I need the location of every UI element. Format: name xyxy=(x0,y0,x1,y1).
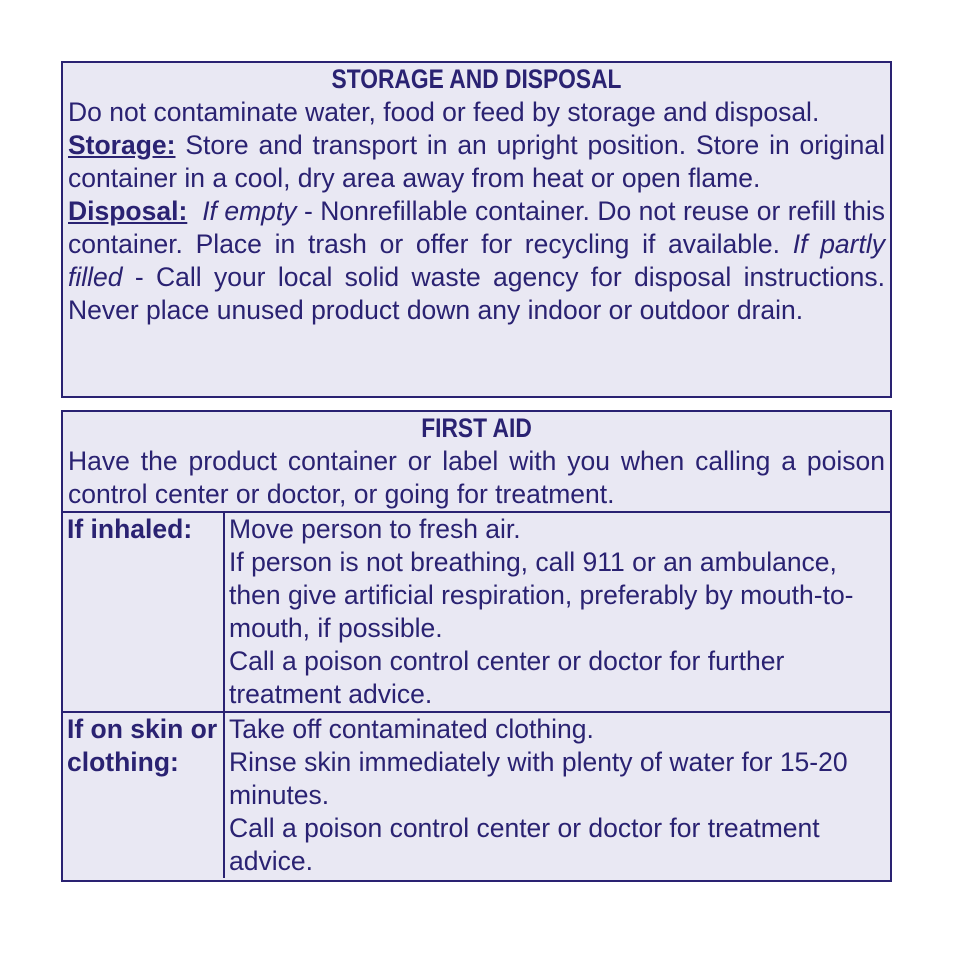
first-aid-intro: Have the product container or label with you when calling a poison control center or doctor, or going for treatment. xyxy=(68,446,885,509)
instruction-line: Call a poison control center or doctor for further treatment advice. xyxy=(229,646,785,709)
storage-intro: Do not contaminate water, food or feed by storage and disposal. xyxy=(68,97,820,127)
storage-disposal-title: STORAGE AND DISPOSAL xyxy=(331,64,622,94)
disposal-paragraph xyxy=(68,195,885,327)
storage-paragraph xyxy=(68,129,885,195)
storage-label: Storage: xyxy=(68,130,176,160)
first-aid-table xyxy=(63,511,890,878)
first-aid-title: FIRST AID xyxy=(421,413,532,443)
row-content-inhaled xyxy=(224,512,890,712)
if-empty-label: If empty xyxy=(202,196,297,226)
instruction-line: If person is not breathing, call 911 or an ambulance, then give artificial respiration, preferably by mouth-to-mouth, if possible. xyxy=(229,547,854,643)
row-content-skin xyxy=(224,712,890,878)
instruction-line: Move person to fresh air. xyxy=(229,514,521,544)
disposal-label: Disposal: xyxy=(68,196,188,226)
instruction-line: Take off contaminated clothing. xyxy=(229,714,594,744)
table-row xyxy=(63,512,890,712)
storage-disposal-section xyxy=(61,61,892,398)
row-label-skin: If on skin or clothing: xyxy=(63,712,224,878)
instruction-line: Call a poison control center or doctor for treatment advice. xyxy=(229,813,820,876)
row-label-inhaled: If inhaled: xyxy=(63,512,224,712)
first-aid-section xyxy=(61,410,892,882)
if-partly-label: If partly filled xyxy=(68,229,885,292)
table-row xyxy=(63,712,890,878)
instruction-line: Rinse skin immediately with plenty of water for 15-20 minutes. xyxy=(229,747,848,810)
storage-text: Store and transport in an upright position. Store in original container in a cool, dry area away from heat or open flame. xyxy=(68,130,885,193)
if-empty-text: - Nonrefillable container. Do not reuse or refill this container. Place in trash or offer for recycling if available. xyxy=(68,196,885,259)
if-partly-text: - Call your local solid waste agency for disposal instructions. Never place unused product down any indoor or outdoor drain. xyxy=(68,262,885,325)
